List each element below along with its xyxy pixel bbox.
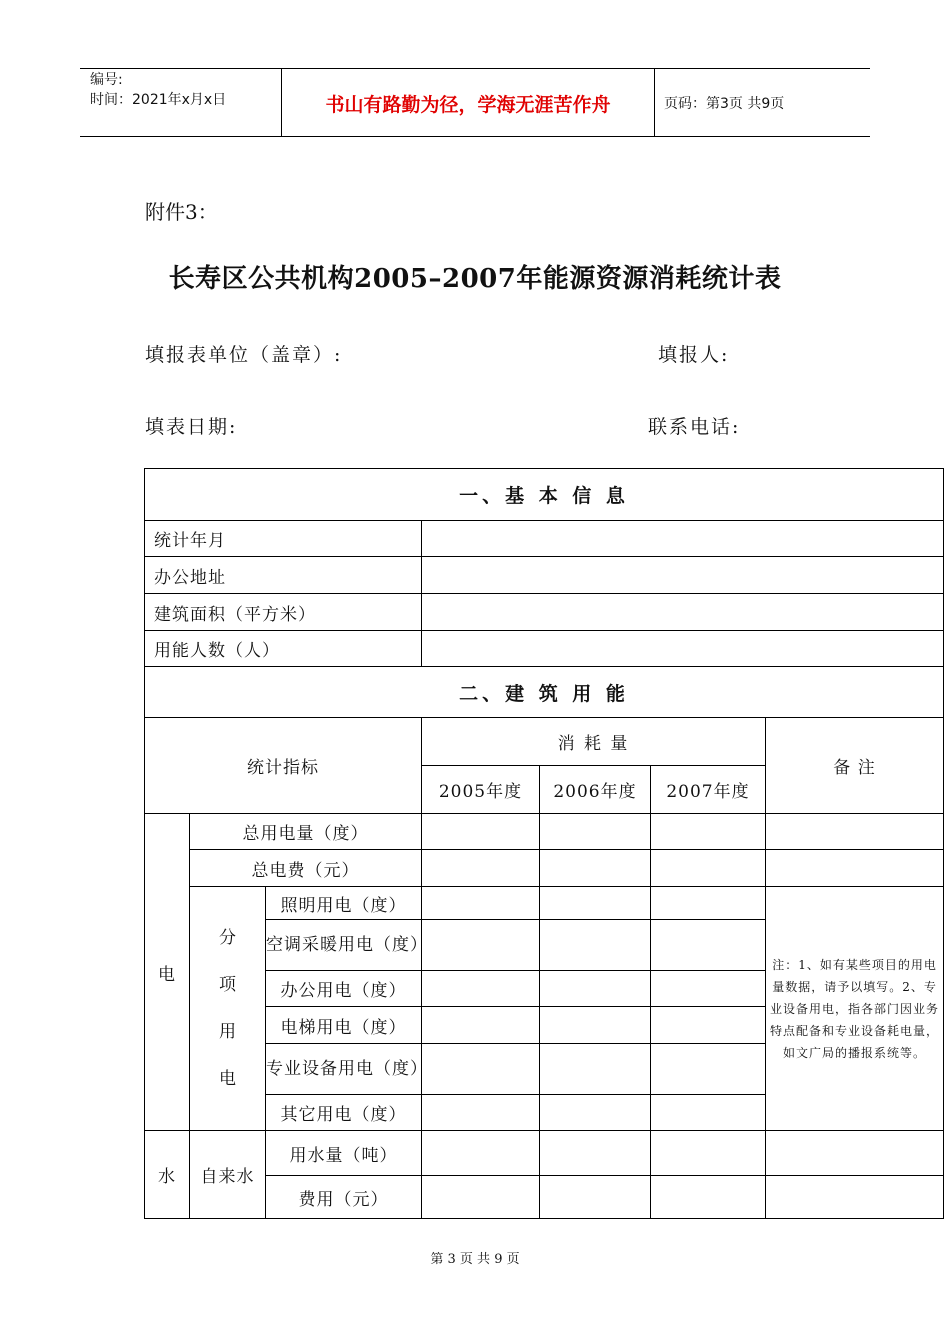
remark-cell[interactable] (766, 1131, 944, 1176)
section-basic-info-title: 一、基 本 信 息 (145, 469, 944, 521)
header-number: 编号: (90, 72, 123, 88)
data-cell[interactable] (651, 1007, 766, 1044)
sub-group-char: 分 (219, 927, 236, 948)
sub-group-char: 项 (219, 974, 236, 995)
page-footer: 第 3 页 共 9 页 (430, 1252, 520, 1267)
sub-electricity-group-label (190, 887, 266, 1131)
office-address-cell[interactable] (422, 557, 944, 594)
data-cell[interactable] (651, 887, 766, 920)
tap-water-label: 自来水 (190, 1131, 266, 1219)
building-area-cell[interactable] (422, 594, 944, 631)
row-label-stat-month: 统计年月 (145, 521, 422, 557)
row-label-building-area: 建筑面积（平方米） (145, 594, 422, 631)
data-cell[interactable] (651, 1095, 766, 1131)
data-cell[interactable] (540, 971, 651, 1007)
data-cell[interactable] (422, 1176, 540, 1219)
remark-cell[interactable] (766, 1176, 944, 1219)
office-electricity-label: 办公用电（度） (266, 971, 422, 1007)
data-cell[interactable] (422, 814, 540, 850)
data-cell[interactable] (540, 887, 651, 920)
data-cell[interactable] (651, 920, 766, 971)
total-fee-label: 总电费（元） (190, 850, 422, 887)
data-cell[interactable] (422, 850, 540, 887)
data-cell[interactable] (540, 1044, 651, 1095)
attachment-label: 附件3： (145, 200, 218, 224)
electricity-group-label: 电 (145, 814, 190, 1131)
data-cell[interactable] (540, 920, 651, 971)
document-title: 长寿区公共机构2005–2007年能源资源消耗统计表 (168, 264, 782, 294)
data-cell[interactable] (540, 1095, 651, 1131)
data-cell[interactable] (540, 1007, 651, 1044)
stat-month-cell[interactable] (422, 521, 944, 557)
data-cell[interactable] (422, 971, 540, 1007)
reporter-field-label: 填报人: (658, 344, 730, 366)
data-cell[interactable] (422, 1044, 540, 1095)
data-cell[interactable] (651, 1044, 766, 1095)
water-group-label: 水 (145, 1131, 190, 1219)
electricity-note: 注：1、如有某些项目的用电量数据，请予以填写。2、专业设备用电，指各部门因业务特点配备和专业设备耗电量，如文广局的播报系统等。 (766, 887, 944, 1131)
header-time: 时间：2021年x月x日 (90, 92, 227, 108)
data-cell[interactable] (422, 1131, 540, 1176)
data-cell[interactable] (422, 1007, 540, 1044)
sub-group-char: 用 (219, 1021, 236, 1042)
data-cell[interactable] (651, 1131, 766, 1176)
data-cell[interactable] (540, 1176, 651, 1219)
section-building-energy-title: 二、建 筑 用 能 (145, 667, 944, 718)
data-cell[interactable] (422, 1095, 540, 1131)
remark-cell[interactable] (766, 814, 944, 850)
row-label-office-address: 办公地址 (145, 557, 422, 594)
data-cell[interactable] (540, 814, 651, 850)
data-cell[interactable] (422, 887, 540, 920)
water-fee-label: 费用（元） (266, 1176, 422, 1219)
sub-group-char: 电 (219, 1068, 236, 1089)
unit-field-label: 填报表单位（盖章）: (145, 344, 343, 366)
statistics-table (144, 468, 944, 1219)
header-motto: 书山有路勤为径，学海无涯苦作舟 (325, 94, 611, 116)
data-cell[interactable] (651, 1176, 766, 1219)
header-page: 页码：第3页 共9页 (664, 96, 785, 112)
elevator-label: 电梯用电（度） (266, 1007, 422, 1044)
data-cell[interactable] (651, 814, 766, 850)
total-usage-label: 总用电量（度） (190, 814, 422, 850)
other-electricity-label: 其它用电（度） (266, 1095, 422, 1131)
row-label-energy-users: 用能人数（人） (145, 631, 422, 667)
equipment-label: 专业设备用电（度） (266, 1044, 422, 1095)
year-header-2006: 2006年度 (540, 766, 651, 814)
lighting-label: 照明用电（度） (266, 887, 422, 920)
remark-header: 备 注 (766, 718, 944, 814)
date-field-label: 填表日期: (145, 416, 238, 438)
remark-cell[interactable] (766, 850, 944, 887)
data-cell[interactable] (651, 971, 766, 1007)
header-divider (654, 68, 655, 136)
year-header-2007: 2007年度 (651, 766, 766, 814)
water-usage-label: 用水量（吨） (266, 1131, 422, 1176)
data-cell[interactable] (422, 920, 540, 971)
header-bottom-rule (80, 136, 870, 137)
header-top-rule (80, 68, 870, 69)
indicator-header: 统计指标 (145, 718, 422, 814)
data-cell[interactable] (540, 1131, 651, 1176)
data-cell[interactable] (540, 850, 651, 887)
header-meta (90, 70, 226, 110)
data-cell[interactable] (651, 850, 766, 887)
consumption-header: 消 耗 量 (422, 718, 766, 766)
phone-field-label: 联系电话: (648, 416, 741, 438)
hvac-label: 空调采暖用电（度） (266, 920, 422, 971)
year-header-2005: 2005年度 (422, 766, 540, 814)
energy-users-cell[interactable] (422, 631, 944, 667)
